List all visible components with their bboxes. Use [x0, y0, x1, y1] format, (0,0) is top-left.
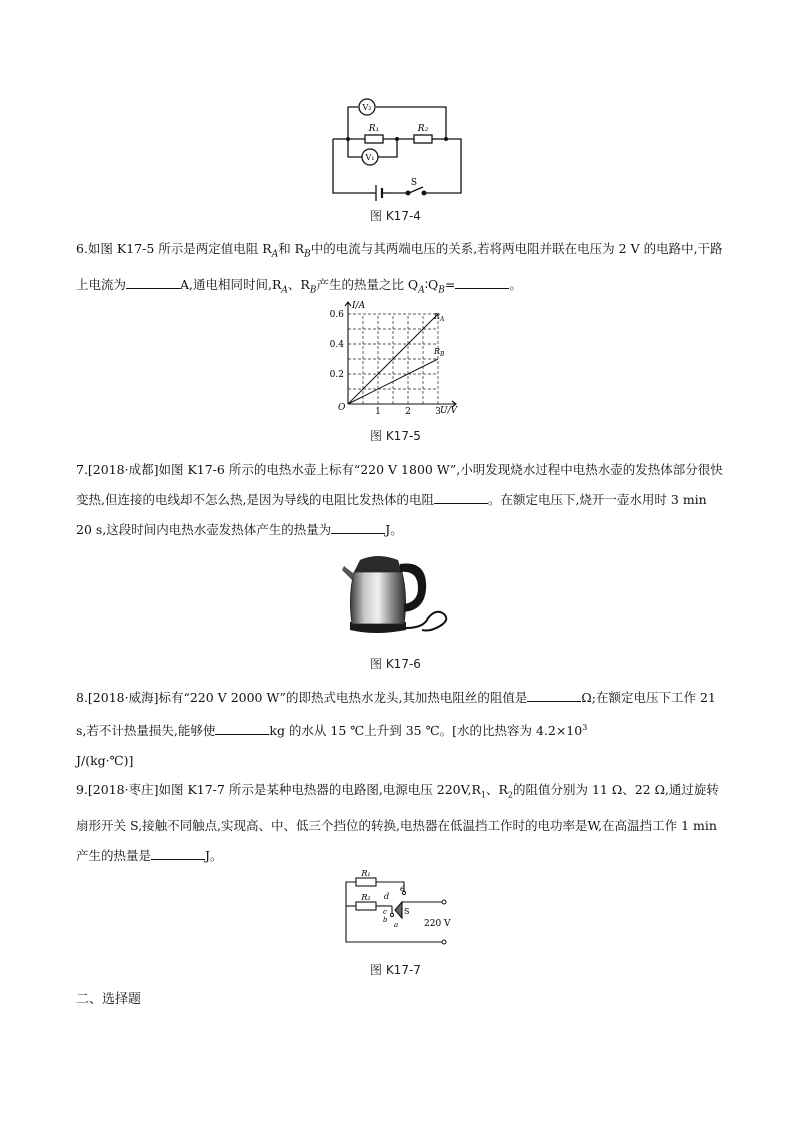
- section-heading: 二、选择题: [76, 992, 142, 1007]
- q6-text: 产生的热量之比 Q: [316, 276, 419, 292]
- kettle-image: [340, 550, 452, 638]
- y-axis-label: I/A: [352, 301, 366, 311]
- label-r2: R₂: [417, 124, 429, 134]
- figure-caption-k17-6: 图 K17-6: [370, 657, 421, 671]
- q7-text: 。在额定电压下,烧开一壶水用时 3 min 20 s,这段时间内电热水壶发热体产生的热量为: [76, 492, 707, 537]
- series-label-rb-sub: B: [440, 351, 445, 358]
- label-v2: V₂: [362, 103, 372, 112]
- label-v1: V₁: [365, 153, 375, 162]
- circuit-diagram-k17-7: [340, 868, 460, 946]
- label-s: S: [404, 907, 410, 916]
- series-label-rb: $R_B$: [434, 347, 445, 358]
- q6-sub: B: [438, 285, 445, 295]
- label-r1: R₁: [361, 869, 371, 878]
- label-d: d: [384, 892, 390, 901]
- label-r1: R₁: [368, 124, 380, 134]
- q6-text: 中的电流与其两端电压的关系,若将两电阻并联在电压为 2 V 的电路中,干路上电流为: [76, 241, 723, 292]
- label-switch: S: [410, 178, 418, 188]
- x-tick-label: 2: [405, 407, 411, 414]
- q6-sub: A: [271, 249, 279, 260]
- question-9: [76, 775, 726, 871]
- q9-text: 的阻值分别为 11 Ω、22 Ω,通过旋转扇形开关 S,接触不同触点,实现高、中、低三个挡位的转换,电热器在低温挡工作时的电功率是: [76, 782, 719, 833]
- q6-text: 。: [509, 276, 522, 292]
- answer-blank[interactable]: [455, 276, 509, 289]
- answer-blank[interactable]: [527, 689, 581, 702]
- question-8: [76, 683, 726, 776]
- q6-text: ∶Q: [424, 276, 439, 292]
- label-voltage: 220 V: [424, 919, 451, 929]
- q6-text: 、R: [287, 276, 310, 292]
- iu-graph-k17-5: [316, 296, 466, 414]
- q9-text: 、R: [485, 782, 508, 797]
- question-7: [76, 455, 726, 545]
- figure-caption-k17-7: 图 K17-7: [370, 963, 421, 977]
- label-e: e: [400, 884, 405, 893]
- answer-blank[interactable]: [151, 847, 205, 860]
- q6-sub: B: [309, 285, 317, 295]
- answer-blank[interactable]: [331, 521, 385, 534]
- answer-blank[interactable]: [215, 722, 269, 735]
- x-tick-label: 3: [435, 407, 441, 414]
- series-label-ra: $R_A$: [434, 312, 445, 323]
- y-tick-label: 0.6: [329, 310, 344, 320]
- q8-sup: 3: [582, 723, 588, 732]
- q6-text: 6.如图 K17-5 所示是两定值电阻 R: [76, 241, 272, 256]
- label-c: c: [383, 908, 387, 916]
- answer-blank[interactable]: [126, 276, 180, 289]
- q6-sub: A: [418, 285, 425, 295]
- q7-text: J。: [385, 522, 403, 537]
- x-tick-label: 1: [375, 407, 381, 414]
- figure-caption-k17-5: 图 K17-5: [370, 429, 421, 443]
- q6-text: 和 R: [278, 241, 305, 256]
- label-r2: R₂: [361, 893, 371, 902]
- q6-sub: A: [281, 285, 288, 295]
- figure-caption-k17-4: 图 K17-4: [370, 209, 421, 223]
- q8-text: kg 的水从 15 ℃上升到 35 ℃。[水的比热容为 4.2×10: [269, 723, 583, 739]
- q9-sub: 1: [480, 790, 486, 800]
- q9-text: W,在高温挡工作 1 min 产生的热量是: [76, 817, 717, 863]
- y-tick-label: 0.2: [329, 370, 344, 380]
- q9-text: J。: [205, 847, 223, 863]
- x-axis-label: U/V: [440, 406, 458, 414]
- q8-text: Ω;在额定电压下工作 21 s,若不计热量损失,能够使: [76, 690, 716, 739]
- q7-text: 7.[2018·成都]如图 K17-6 所示的电热水壶上标有“220 V 1800 W”,小明发现烧水过程中电热水壶的发热体部分很快变热,但连接的电线却不怎么热,是因为导线的电阻比发热体的电阻: [76, 462, 723, 507]
- answer-blank[interactable]: [434, 491, 488, 504]
- q8-text: 8.[2018·威海]标有“220 V 2000 W”的即热式电热水龙头,其加热电阻丝的阻值是: [76, 690, 528, 705]
- series-label-ra-sub: A: [440, 316, 445, 323]
- q9-text: 9.[2018·枣庄]如图 K17-7 所示是某种电热器的电路图,电源电压 220V,R: [76, 782, 481, 797]
- y-tick-label: 0.4: [329, 340, 344, 350]
- circuit-diagram-k17-4: [330, 93, 464, 201]
- q8-text: J/(kg·℃)]: [76, 753, 134, 769]
- q6-text: A,通电相同时间,R: [180, 276, 282, 292]
- label-b: b: [383, 916, 388, 924]
- question-6: [76, 234, 726, 305]
- q6-sub: B: [304, 249, 311, 260]
- label-a: a: [394, 921, 399, 929]
- origin-label: O: [338, 403, 346, 413]
- q6-text: =: [444, 276, 456, 292]
- q9-sub: 2: [507, 790, 513, 800]
